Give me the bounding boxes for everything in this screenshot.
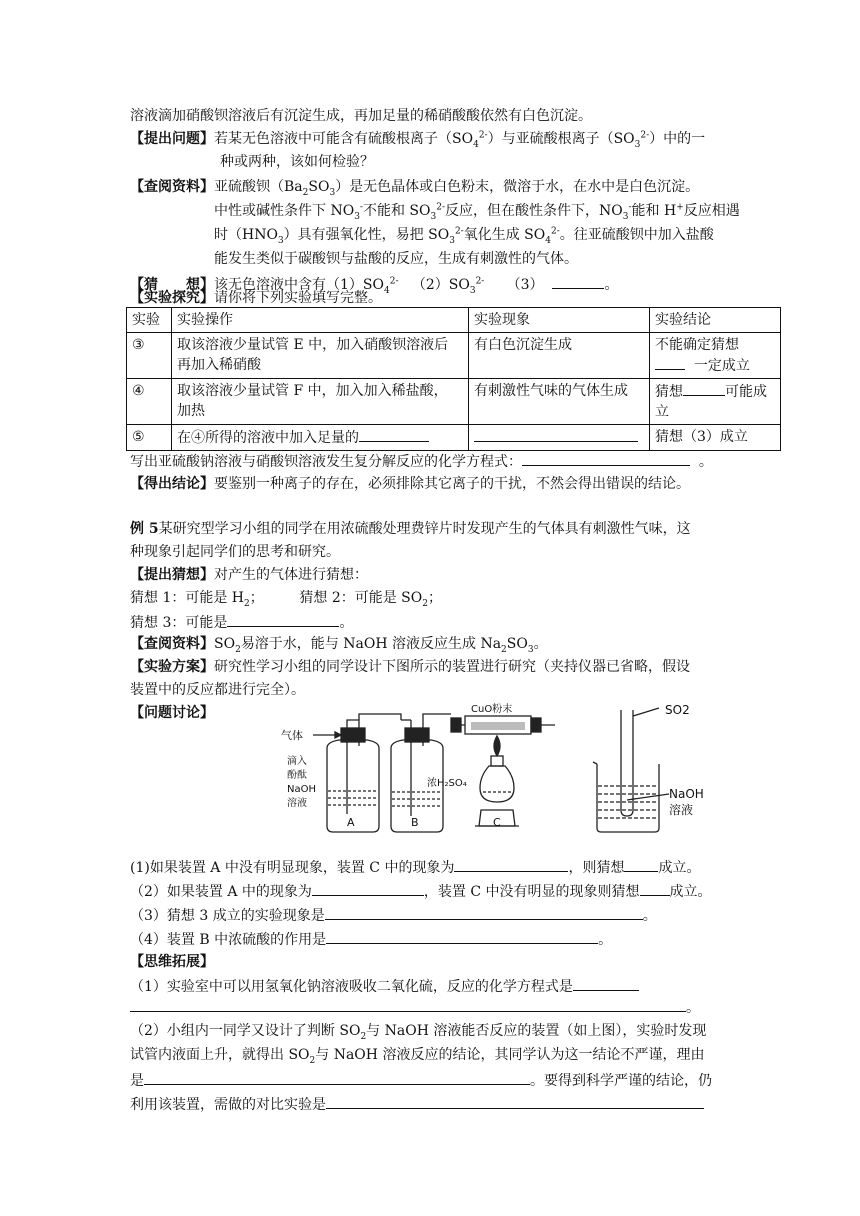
b-label: 浓H₂SO₄ (427, 778, 467, 789)
apparatus-figure (275, 703, 704, 834)
row-id: ③ (127, 333, 172, 379)
con-blank[interactable] (655, 355, 685, 370)
op-blank[interactable] (359, 427, 429, 442)
table-row (127, 379, 781, 425)
e2-line-3: 是 。要得到科学严谨的结论，仍 (130, 1070, 712, 1090)
q2-blank[interactable] (312, 881, 424, 896)
q2-guess-blank[interactable] (640, 881, 670, 896)
row-con: 猜想 可能成 立 (650, 379, 781, 425)
table-header: 实验现象 (469, 308, 650, 333)
ref-line-4: 能发生类似于碳酸钡与盐酸的反应，生成有刺激性的气体。 (214, 251, 578, 267)
q1-line: (1)如果装置 A 中没有明显现象，装置 C 中的现象为 ，则猜想 成立。 (130, 857, 700, 877)
e2-line-2: 试管内液面上升，就得出 $SO_2$与 NaOH 溶液反应的结论，其同学认为这一结论不严谨，理由 (130, 1047, 705, 1066)
row-op: 取该溶液少量试管 E 中，加入硝酸钡溶液后 再加入稀硝酸 (172, 333, 469, 379)
label-a: A (347, 816, 355, 829)
phen-blank[interactable] (474, 427, 638, 442)
so2-label: SO2 (665, 703, 690, 717)
row-id: ⑤ (127, 425, 172, 451)
guess3-blank[interactable] (227, 612, 339, 627)
question-line: 【提出问题】若某无色溶液中可能含有硫酸根离子$(SO_4^{2-})$与亚硫酸根离子$(SO_3^{2-})$中的一 (130, 130, 706, 150)
e1-line: （1）实验室中可以用氢氧化钠溶液吸收二氧化硫，反应的化学方程式是 (130, 976, 639, 996)
conclusion-line: 【得出结论】要鉴别一种离子的存在，必须排除其它离子的干扰，不然会得出错误的结论。 (130, 476, 690, 492)
ex5-plan-line-2: 装置中的反应都进行完全）。 (130, 682, 305, 698)
a-label-3: NaOH (287, 784, 316, 795)
intro-line: 溶液滴加硝酸钡溶液后有沉淀生成，再加足量的稀硝酸酸依然有白色沉淀。 (130, 108, 592, 124)
table-header: 实验结论 (650, 308, 781, 333)
con-blank[interactable] (683, 381, 725, 396)
a-label-2: 酚酞 (287, 770, 307, 781)
ex5-guess-12: 猜想 1：可能是 $H_2$； 猜想 2：可能是 $SO_2$； (130, 590, 442, 609)
row-phen: 有刺激性气味的气体生成 (469, 379, 650, 425)
ref-line-3: 时$(HNO_3)$具有强氧化性，易把 $SO_3^{2-}$氧化生成 $SO_4^{2-}$。往亚硫酸钡中加入盐酸 (214, 226, 714, 246)
q4-line: （4）装置 B 中浓硫酸的作用是 。 (130, 929, 612, 949)
naoh-label-2: 溶液 (669, 803, 694, 817)
row-op: 在④所得的溶液中加入足量的 (172, 425, 469, 451)
q1-blank[interactable] (454, 857, 568, 872)
equation-line: 写出亚硫酸钠溶液与硝酸钡溶液发生复分解反应的化学方程式： 。 (130, 451, 713, 471)
e2-line-4: 利用该装置，需做的对比实验是 (130, 1094, 704, 1114)
ex5-discuss-tag: 【问题讨论】 (130, 705, 214, 721)
row-con: 猜想（3）成立 (650, 425, 781, 451)
ex5-guess-line: 【提出猜想】对产生的气体进行猜想： (130, 567, 368, 583)
guess-3-blank[interactable] (552, 274, 604, 289)
extend-tag: 【思维拓展】 (130, 954, 214, 970)
e2-blank-2[interactable] (326, 1094, 704, 1109)
q2-line: （2）如果装置 A 中的现象为 ，装置 C 中没有明显的现象则猜想 成立。 (130, 881, 712, 901)
guess-line: 【猜 想】该无色溶液中含有$(1)SO_4^{2-}$ $(2)SO_3^{2-}$ （3） 。 (130, 274, 618, 294)
explore-line: 【实验探究】请你将下列实验填写完整。 (130, 290, 382, 306)
experiment-table (126, 307, 781, 451)
naoh-label-1: NaOH (669, 787, 704, 801)
cuo-label: CuO粉末 (471, 704, 513, 715)
row-phen (469, 425, 650, 451)
table-header-row (127, 308, 781, 333)
e1-line-2: 。 (130, 997, 700, 1017)
ex5-guess-3: 猜想 3：可能是 。 (130, 612, 353, 632)
table-header: 实验操作 (172, 308, 469, 333)
a-label-1: 滴入 (287, 756, 307, 767)
a-label-4: 溶液 (287, 798, 307, 809)
q4-blank[interactable] (326, 929, 598, 944)
gas-label: 气体 (281, 729, 303, 742)
e2-line-1: （2）小组内一同学又设计了判断 $SO_2$与 NaOH 溶液能否反应的装置（如上图），实验时发现 (130, 1023, 707, 1042)
ex5-ref-line: 【查阅资料】$SO_2$易溶于水，能与 NaOH 溶液反应生成 $Na_2SO_3$。 (130, 636, 548, 655)
table-row (127, 333, 781, 379)
table-header: 实验 (127, 308, 172, 333)
row-op: 取该溶液少量试管 F 中，加入加入稀盐酸， 加热 (172, 379, 469, 425)
row-id: ④ (127, 379, 172, 425)
ref-line-2: 中性或碱性条件下 $NO_3^-$不能和 $SO_3^{2-}$反应，但在酸性条件下，$NO_3^-$能和 H+反应相遇 (214, 202, 740, 222)
question-line-2: 种或两种，该如何检验？ (220, 154, 374, 170)
row-con: 不能确定猜想 一定成立 (650, 333, 781, 379)
table-row (127, 425, 781, 451)
ref-line-1: 【查阅资料】亚硫酸钡$(Ba_2SO_3)$是无色晶体或白色粉末，微溶于水，在水中是白色沉淀。 (130, 179, 700, 198)
row-phen: 有白色沉淀生成 (469, 333, 650, 379)
e1-blank[interactable] (573, 976, 639, 991)
label-b: B (411, 816, 419, 829)
ex5-line-1: 例 5某研究型学习小组的同学在用浓硫酸处理费锌片时发现产生的气体具有刺激性气味，这 (130, 521, 691, 537)
q1-guess-blank[interactable] (624, 857, 658, 872)
ex5-plan-line-1: 【实验方案】研究性学习小组的同学设计下图所示的装置进行研究（夹持仪器已省略，假设 (130, 659, 690, 675)
q3-line: （3）猜想 3 成立的实验现象是 。 (130, 905, 657, 925)
q3-blank[interactable] (325, 905, 643, 920)
equation-blank[interactable] (522, 451, 690, 466)
ex5-line-2: 种现象引起同学们的思考和研究。 (130, 544, 340, 560)
e1-blank-2[interactable] (130, 997, 686, 1012)
label-c: C (493, 816, 501, 829)
e2-blank[interactable] (144, 1070, 530, 1085)
